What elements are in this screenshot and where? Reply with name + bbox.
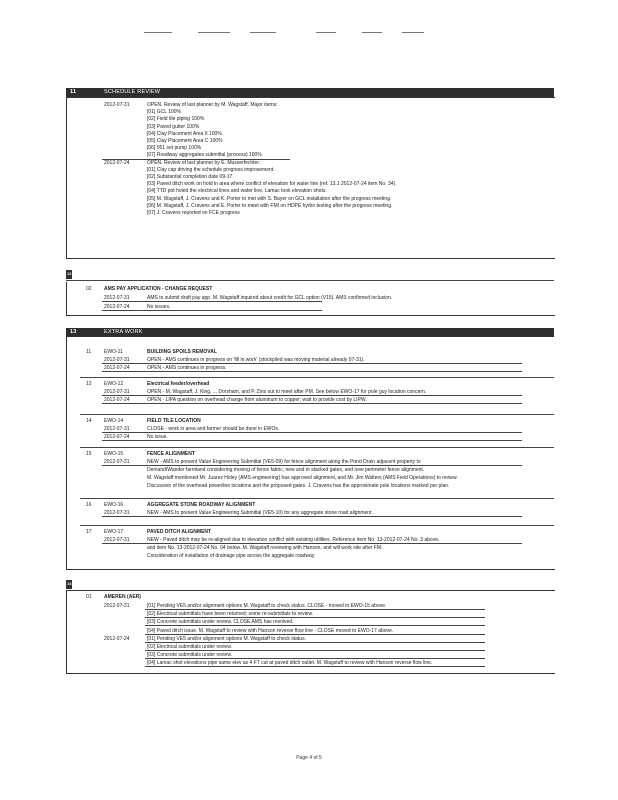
entry-text: and item No. 13-2012-07-24 No. 04 below. M. Wagstaff reviewing with Hanson, and will work site after FM.: [147, 545, 383, 551]
section-number: 12: [67, 271, 72, 276]
entry-text: OPEN - AMS continues in progress.: [147, 365, 227, 371]
section-header-schedule: [66, 88, 554, 97]
item-number: 02: [86, 286, 92, 292]
item-code: EWO-16: [104, 502, 124, 508]
section-header-extra-work: [66, 328, 554, 337]
entry-divider: [145, 658, 485, 659]
entry-date: 2012-07-31: [104, 459, 130, 465]
entry-line: [04] Paved ditch issue. M. Wagstaff to review with Hanson reverse flow line - CLOSE moved to EWO-17 above.: [147, 627, 394, 634]
entry-text: Consideration of installation of drainage pipe across the aggregate roadway.: [147, 553, 316, 559]
entry-line: [02] Electrical submittals have been returned; some re-submittals to review.: [147, 611, 314, 618]
entry-date: 2012-07-31: [104, 510, 130, 516]
entry-text: AMS to submit draft pay app. M. Wagstaff inquired about credit for GCL option (V15). AMS confirmed inclusion.: [147, 295, 393, 301]
entry-divider: [145, 650, 485, 651]
entry-divider: [145, 609, 485, 610]
entry-text: No issues.: [147, 304, 171, 310]
entry-date: 2012-07-31: [104, 357, 130, 363]
entry-line: [01] Pending VE5 and/or alignment options M. Wagstaff to check status. CLOSE - moved to EWO-15 above.: [147, 603, 387, 609]
entry-text: No issue.: [147, 434, 168, 440]
entry-date: 2012-07-31: [104, 537, 130, 543]
entry-date: 2012-07-31: [104, 295, 130, 301]
entry-text: NEW - AMS to present Value Engineering Submittal (VE5-10) for any aggregate stone road alignment.: [147, 510, 373, 516]
entry-divider: [102, 465, 522, 466]
entry-divider: [102, 403, 522, 404]
item-divider: [80, 447, 554, 448]
section-number: 14: [67, 581, 72, 586]
entry-line: [06] 051 set pump 100%: [147, 145, 202, 152]
item-title: FENCE ALIGNMENT: [147, 451, 195, 457]
section-number: 13: [70, 329, 77, 335]
entry-date: 2012-07-24: [104, 304, 130, 310]
entry-text: NEW - Paved ditch may be re-aligned due to elevation conflict with existing utilities. Reference item No. 13-2012-07-24 No. 3 above,: [147, 537, 440, 543]
entry-divider: [102, 440, 522, 441]
entry-date: 2012-07-24: [104, 397, 130, 403]
entry-line: [03] Paved ditch work on hold in area where conflict of elevation for water line (ref. 13.1 2012-07-24 item No. 34).: [147, 181, 397, 188]
entry-line: [04] TTD pot holed the electrical lines and water line. Lamac took elevation shots.: [147, 188, 327, 195]
divider: [66, 280, 554, 281]
entry-date: 2012-07-31: [104, 389, 130, 395]
entry-divider: [145, 642, 485, 643]
entry-line: [01] GCL 100%: [147, 109, 182, 116]
entry-divider: [145, 625, 485, 626]
item-divider: [80, 525, 554, 526]
item-number: 17: [86, 529, 92, 535]
section-number: 11: [70, 89, 77, 95]
entry-divider: [102, 395, 522, 396]
entry-divider: [102, 543, 522, 544]
entry-divider: [145, 617, 485, 618]
entry-line: [01] Clay cap driving the schedule progress improvement.: [147, 166, 275, 173]
entry-line: [05] M. Wagstaff, J. Cravens and K. Porter to met with S. Bayer on GCL installation after the progress meeting.: [147, 195, 392, 202]
section-title: EXTRA WORK: [104, 329, 143, 335]
entry-text: M. Wagstaff mentioned Mr. Juarez Holey (AMS engineering) has approved alignment, and Mr. Jim Walters (AMS Field Operations) to review.: [147, 475, 458, 481]
item-divider: [80, 414, 554, 415]
entry-line: [06] M. Wagstaff, J. Cravens and E. Porter to meet with FMI on HDPE hydro testing after the progress meeting.: [147, 202, 393, 209]
entry-divider: [102, 371, 522, 372]
section-title: SCHEDULE REVIEW: [104, 89, 161, 95]
entry-line: [02] Field tile piping 100%: [147, 116, 205, 123]
entry-text: OPEN - M. Wagstaff, J. King, ... Dorsham, and P. Zins out to meet after PM. See below EWO-17 for pole guy location concern.: [147, 389, 427, 395]
entry-line: [07] Roadway aggregates submittal (process) 100%: [147, 152, 262, 159]
entry-divider: [102, 363, 522, 364]
item-title: Electrical feeder/overhead: [147, 381, 210, 387]
entry-divider: [145, 634, 485, 635]
entry-line: OPEN. Review of last planner by E. Musserfechter.: [147, 159, 261, 166]
entry-line: [03] Concrete submittals under review.: [147, 652, 233, 659]
item-number: 16: [86, 502, 92, 508]
item-code: EWO-17: [104, 529, 124, 535]
entry-line: [07] J. Cravens reported on FCE progress: [147, 210, 240, 216]
header-marks: [140, 32, 440, 34]
entry-line: [05] Clay Placement Area C 100%: [147, 138, 223, 144]
item-title: PAVED DITCH ALIGNMENT: [147, 529, 212, 535]
entry-text: OPEN - LIPA question on overhead change from aluminum to copper; wait to provide cost by LIPW.: [147, 397, 367, 403]
item-number: 12: [86, 381, 92, 387]
item-number: 01: [86, 594, 92, 600]
entry-date: 2012-07-24: [104, 434, 130, 440]
entry-date: 2012-07-31: [104, 102, 130, 108]
entry-line: OPEN. Review of last planner by M. Wagstaff. Major items:: [147, 102, 278, 108]
entry-date: 2012-07-24: [104, 635, 130, 642]
entry-line: [04] Clay Placement Area II 100%: [147, 130, 222, 137]
item-title: AGGREGATE STONE ROADWAY ALIGNMENT: [147, 502, 256, 508]
entry-line: [03] Concrete submittals under review. CLOSE AMS has resolved.: [147, 619, 294, 626]
item-code: EWO-12: [104, 381, 124, 387]
item-divider: [80, 498, 554, 499]
page-number: Page 4 of 5: [296, 755, 322, 761]
entry-line: [04] Lamac shot elevations pipe same elev as 4 FT cut at paved ditch outlet. M. Wagstaff to review with Hanson reverse flow line.: [147, 660, 433, 667]
entry-text: Discussion of the overhead powerline locations and the proposed gates. J. Cravens has the approximate pole locations marked per plan.: [147, 483, 450, 489]
entry-date: 2012-07-31: [104, 426, 130, 432]
entry-line: [01] Pending VE5 and/or alignment options M. Wagstaff to check status.: [147, 635, 306, 642]
item-number: 14: [86, 418, 92, 424]
entry-divider: [102, 516, 522, 517]
item-code: EWO-14: [104, 418, 124, 424]
entry-date: 2012-07-24: [104, 365, 130, 371]
item-code: EWO-15: [104, 451, 124, 457]
entry-line: [03] Paved gutter 100%: [147, 123, 200, 130]
item-title: BUILDING SPOILS REMOVAL: [147, 349, 217, 355]
entry-text: NEW - AMS to present Value Engineering Submittal (VE5-09) for fence alignment along the Pond Drain adjacent property to: [147, 459, 421, 465]
entry-date: 2012-07-24: [104, 159, 130, 166]
entry-date: 2012-07-31: [104, 603, 130, 609]
entry-line: [02] Substantial completion date 09-17.: [147, 174, 234, 180]
entry-divider: [102, 310, 322, 311]
entry-divider: [145, 666, 485, 667]
item-title: AMEREN (AER): [104, 594, 141, 600]
item-title: FIELD TILE LOCATION: [147, 418, 201, 424]
entry-text: Demand/Wander farmland considering moving of fence fabric, new and in stacked gates, and new perimeter fence alignment.: [147, 467, 425, 473]
item-code: EWO-11: [104, 349, 123, 355]
item-divider: [80, 377, 554, 378]
item-number: 11: [86, 349, 92, 355]
schedule-box: [66, 97, 555, 259]
item-title: AMS PAY APPLICATION - CHANGE REQUEST: [104, 286, 213, 292]
entry-divider: [102, 301, 322, 302]
entry-line: [02] Electrical submittals under review.: [147, 644, 233, 650]
entry-text: CLOSE - work in area and farmer should be done in EWOs.: [147, 426, 280, 432]
item-number: 15: [86, 451, 92, 457]
entry-text: OPEN - AMS continues in progress on 'fill in work' (stockpiled was moving material already 07-31).: [147, 357, 365, 363]
entry-divider: [102, 432, 522, 433]
